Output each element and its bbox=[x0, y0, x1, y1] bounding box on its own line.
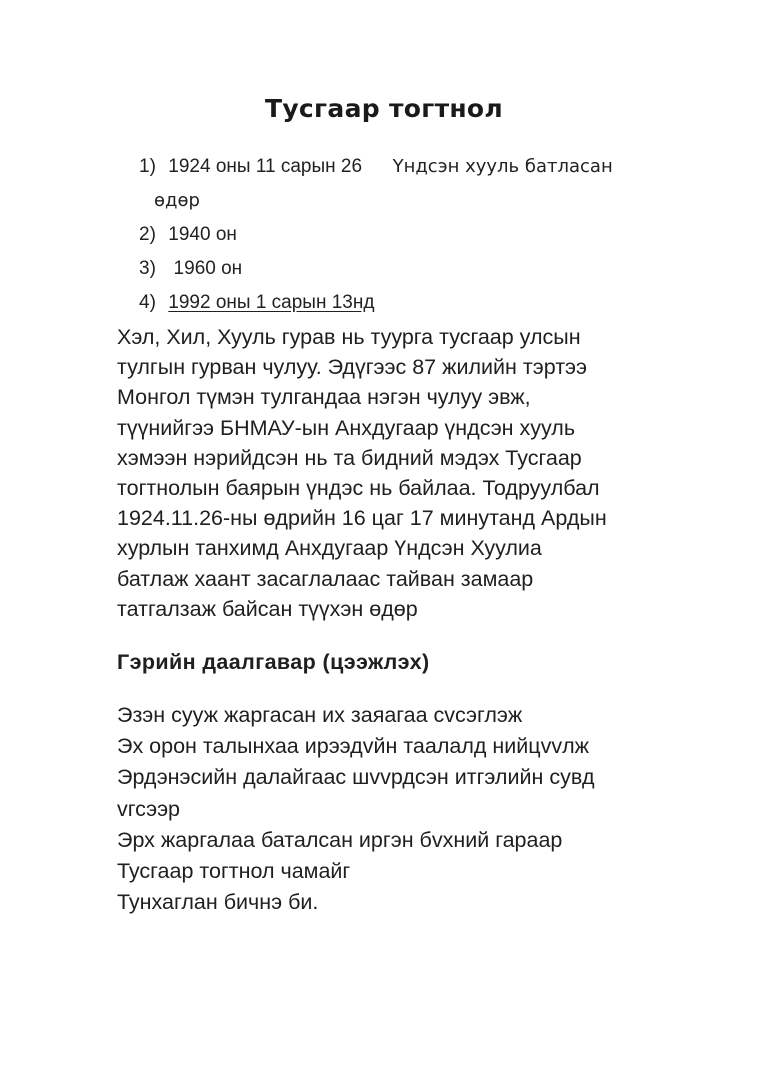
poem-line: Эзэн сууж жаргасан их заяагаа сvсэглэж bbox=[117, 703, 523, 727]
list-number: 3) bbox=[139, 258, 156, 279]
paragraph-line: тогтнолын баярын үндэс нь байлаа. Тодруулбал bbox=[117, 476, 600, 501]
poem-line: Тусгаар тогтнол чамайг bbox=[117, 859, 351, 884]
list-item bbox=[139, 252, 613, 286]
list-number: 2) bbox=[139, 224, 156, 245]
paragraph-line: хурлын танхимд Анхдугаар Үндсэн Хуулиа bbox=[117, 536, 542, 561]
poem-line: Тунхаглан бичнэ би. bbox=[117, 890, 319, 915]
paragraph-line: батлаж хаант засаглалаас тайван замаар bbox=[117, 566, 534, 591]
list-item bbox=[139, 218, 613, 252]
list-item bbox=[139, 286, 613, 320]
numbered-list bbox=[139, 150, 613, 320]
list-number: 4) bbox=[139, 292, 156, 313]
list-item-text: 1924 оны 11 сарын 26 bbox=[168, 156, 363, 177]
poem-line: Эх орон талынхаа ирээдvйн таалалд нийцvvлж bbox=[117, 734, 590, 759]
list-item-text: 1960 он bbox=[168, 258, 243, 279]
list-item-continuation: өдөр bbox=[154, 190, 200, 211]
paragraph-line: Хэл, Хил, Хууль гурав нь туурга тусгаар улсын bbox=[117, 325, 581, 349]
list-item-text-underlined: 1992 оны 1 сарын 13нд bbox=[168, 292, 375, 313]
list-item bbox=[139, 150, 613, 218]
paragraph-line: хэмээн нэрийдсэн нь та бидний мэдэх Тусгаар bbox=[117, 445, 582, 470]
paragraph-line: тулгын гурван чулуу. Эдүгээс 87 жилийн тэртээ bbox=[117, 355, 587, 380]
list-item-text: 1940 он bbox=[168, 224, 237, 245]
page-title: Тусгаар тогтнол bbox=[264, 94, 504, 123]
paragraph-line: 1924.11.26-ны өдрийн 16 цаг 17 минутанд Ардын bbox=[117, 506, 607, 531]
list-item-tail: Үндсэн хууль батласан bbox=[392, 156, 613, 177]
poem-line: Эрдэнэсийн далайгаас шvvрдсэн итгэлийн сувд bbox=[117, 765, 595, 790]
paragraph-line: татгалзаж байсан түүхэн өдөр bbox=[117, 596, 418, 621]
body-paragraph bbox=[117, 322, 657, 624]
poem-line: vгсээр bbox=[117, 796, 181, 821]
poem-block bbox=[117, 700, 595, 918]
homework-heading: Гэрийн даалгавар (цээжлэх) bbox=[117, 650, 430, 674]
list-number: 1) bbox=[139, 156, 156, 177]
poem-line: Эрх жаргалаа баталсан иргэн бvхний гараар bbox=[117, 827, 563, 852]
paragraph-line: түүнийгээ БНМАУ-ын Анхдугаар үндсэн хууль bbox=[117, 415, 576, 440]
paragraph-line: Монгол түмэн тулгандаа нэгэн чулуу эвж, bbox=[117, 385, 531, 410]
